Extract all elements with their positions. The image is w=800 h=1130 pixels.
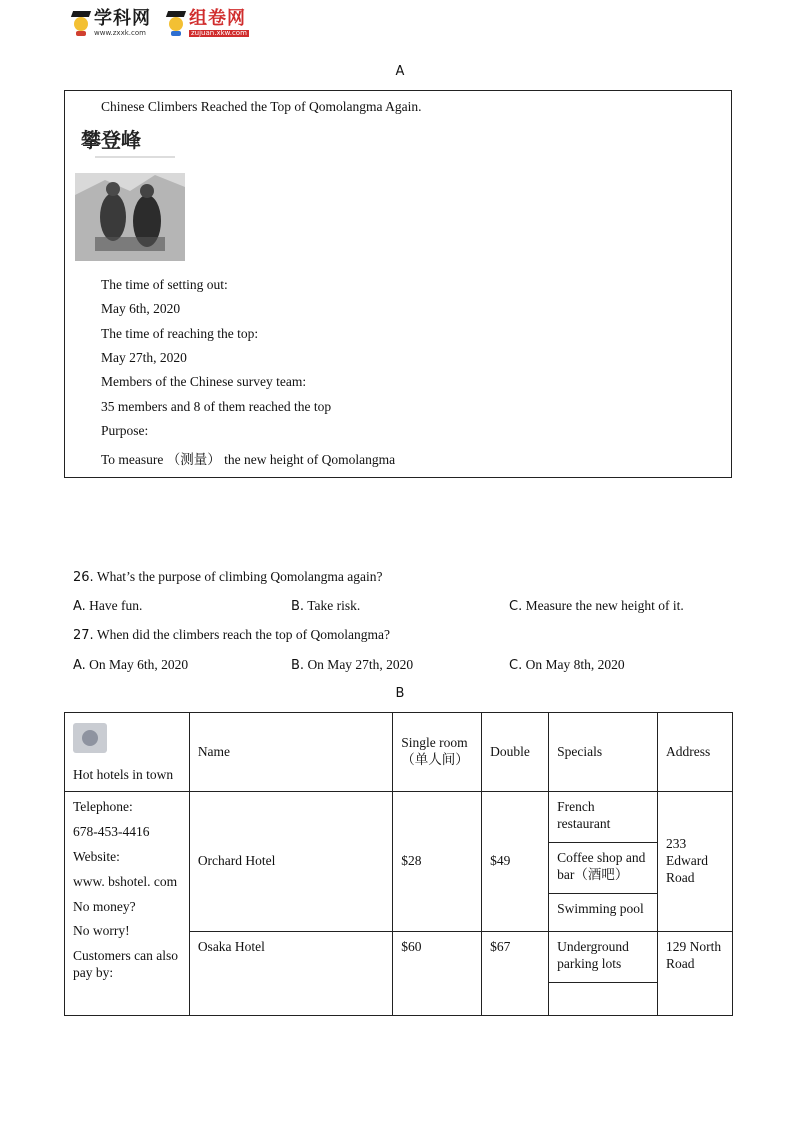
question-number: 26. — [73, 570, 94, 585]
mascot-icon — [70, 11, 92, 37]
q26-option-a[interactable]: A. Have fun. — [73, 598, 143, 614]
logo2-name: 组卷网 — [189, 8, 246, 29]
zxxk-logo — [70, 10, 151, 37]
info-line-5: Members of the Chinese survey team: — [101, 374, 307, 389]
section-a-label: A — [395, 64, 405, 79]
single-price: $60 — [393, 932, 482, 1016]
q26-option-c[interactable]: C. Measure the new height of it. — [509, 598, 684, 614]
section-a-title: Chinese Climbers Reached the Top of Qomolangma Again. — [101, 99, 422, 114]
logo1-url: www.zxxk.com — [94, 29, 146, 37]
special-item: Underground parking lots — [549, 932, 657, 983]
header-specials: Specials — [549, 713, 658, 792]
section-b-label: B — [395, 686, 405, 701]
hotel-photo-icon — [73, 723, 107, 753]
contact-cell: Telephone: 678-453-4416 Website: www. bshotel. com No money? No worry! Customers can also pay by: — [65, 792, 190, 1016]
logo1-name: 学科网 — [94, 8, 151, 29]
header-hot-hotels: Hot hotels in town — [65, 713, 190, 792]
info-line-4: May 27th, 2020 — [101, 350, 187, 365]
double-price: $49 — [482, 792, 549, 932]
logo2-url: zujuan.xkw.com — [191, 29, 247, 37]
question-text: What’s the purpose of climbing Qomolangma again? — [96, 569, 383, 584]
q27-option-c[interactable]: C. On May 8th, 2020 — [509, 657, 625, 673]
hotel-address: 129 North Road — [658, 932, 733, 1016]
question-27 — [73, 627, 390, 643]
header-double: Double — [482, 713, 549, 792]
table-row — [65, 792, 733, 932]
photo-caption: 攀登峰 — [81, 128, 141, 152]
special-item: French restaurant — [549, 792, 657, 843]
question-26 — [73, 569, 383, 585]
info-line-6: 35 members and 8 of them reached the top — [101, 399, 332, 414]
question-text: When did the climbers reach the top of Qomolangma? — [96, 627, 390, 642]
hotel-address: 233 Edward Road — [658, 792, 733, 932]
header-name: Name — [189, 713, 392, 792]
question-number: 27. — [73, 628, 94, 643]
hotel-name: Osaka Hotel — [189, 932, 392, 1016]
hotel-name: Orchard Hotel — [189, 792, 392, 932]
info-line-8: To measure （测量） the new height of Qomolangma — [101, 452, 396, 467]
q27-option-a[interactable]: A. On May 6th, 2020 — [73, 657, 189, 673]
info-line-7: Purpose: — [101, 423, 149, 438]
header-single-room: Single room（单人间） — [393, 713, 482, 792]
double-price: $67 — [482, 932, 549, 1016]
header-logos — [70, 10, 249, 37]
section-a-box — [64, 90, 732, 478]
info-line-2: May 6th, 2020 — [101, 301, 181, 316]
info-line-1: The time of setting out: — [101, 277, 228, 292]
q27-option-b[interactable]: B. On May 27th, 2020 — [291, 657, 414, 673]
special-item: Swimming pool — [557, 901, 644, 916]
header-address: Address — [658, 713, 733, 792]
table-header-row — [65, 713, 733, 792]
climbers-photo — [75, 125, 185, 261]
special-item: Coffee shop and bar（酒吧） — [549, 843, 657, 894]
specials-cell — [549, 792, 658, 932]
zujuan-logo — [165, 10, 249, 37]
specials-cell — [549, 932, 658, 1016]
q26-option-b[interactable]: B. Take risk. — [291, 598, 361, 614]
special-item — [549, 983, 657, 1015]
hotels-table — [64, 712, 733, 1016]
mascot-icon — [165, 11, 187, 37]
info-line-3: The time of reaching the top: — [101, 326, 259, 341]
single-price: $28 — [393, 792, 482, 932]
